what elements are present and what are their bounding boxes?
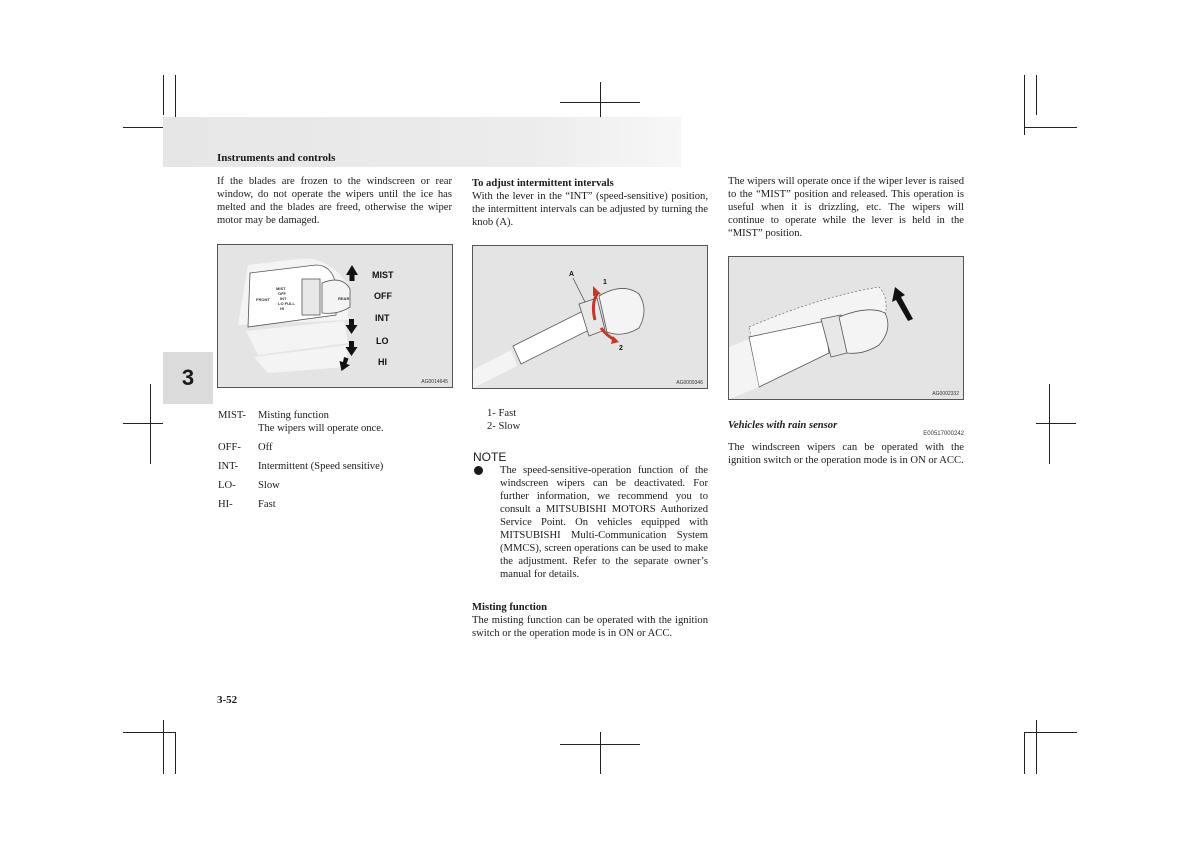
definition-row [218,479,384,492]
definition-row [218,460,384,473]
definition-desc [258,409,384,435]
crop-mark [1036,423,1076,424]
arrow-down-icon [346,319,358,334]
crop-mark [1036,720,1037,774]
stalk-label: REAR [338,296,350,301]
wiper-positions-figure [217,244,453,388]
figure-code: AG0002332 [932,391,959,397]
arrow-down-icon [346,341,358,356]
crop-mark [600,732,601,774]
misting-heading: Misting function [472,602,548,613]
definition-desc: Slow [258,480,280,491]
crop-mark [1049,384,1050,464]
knob-label-a: A [569,271,575,278]
position-label-lo: LO [376,336,389,346]
figure-code: AG0009346 [676,380,703,386]
direction-label-2: 2 [619,345,623,352]
direction-label-1: 1 [603,279,607,286]
reference-code: E00517000242 [923,431,964,437]
callout-line [573,278,585,302]
position-label-off: OFF [374,291,392,301]
position-label-mist: MIST [372,270,394,280]
crop-mark [175,732,176,774]
mist-lever-figure [728,256,964,400]
misting-paragraph: The misting function can be operated with the ignition switch or the operation mode is in ON or ACC. [472,615,708,639]
definition-row [218,409,384,435]
arrowhead-icon [593,286,601,296]
crop-mark [1024,732,1025,774]
chapter-tab: 3 [163,352,213,404]
definition-desc: Intermittent (Speed sensitive) [258,461,384,472]
definition-row [218,498,384,511]
stalk-label: FRONT [256,297,270,302]
figure-code: AG0014645 [421,379,448,385]
crop-mark [1024,127,1077,128]
definition-term: LO- [218,480,236,491]
crop-mark [600,82,601,122]
stalk-label: LO FULL [278,301,295,306]
rain-sensor-heading: Vehicles with rain sensor [728,420,838,431]
crop-mark [163,720,164,774]
definition-term: MIST- [218,410,246,421]
definition-desc: Fast [258,499,276,510]
bullet-icon [474,466,483,475]
mist-paragraph: The wipers will operate once if the wiper lever is raised to the “MIST” position and released. This operation is useful when it is drizzling, etc. The wipers will continue to operate while the lever is held in the “MIST” position. [728,176,964,239]
definition-desc: Off [258,442,273,453]
stalk-label: HI [280,306,284,311]
crop-mark [1024,75,1025,135]
note-paragraph: The speed-sensitive-operation function of the windscreen wipers can be deactivated. For further information, we recommend you to consult a MITSUBISHI MOTORS Authorized Service Point. On vehicles equipped with MITSUBISHI Multi-Communication System (MMCS), screen operations can be used to make the adjustment. Refer to the separate owner’s manual for details. [500,465,708,580]
position-label-int: INT [375,313,390,323]
list-item: 1- Fast [487,408,517,419]
crop-mark [123,732,176,733]
definition-list [218,409,384,517]
definition-desc-line: Misting function [258,410,329,421]
crop-mark [1036,75,1037,115]
position-label-hi: HI [378,357,387,367]
arrow-up-icon [892,287,913,321]
definition-term: OFF- [218,442,241,453]
crop-mark [123,423,163,424]
definition-desc-line: The wipers will operate once. [258,423,384,434]
intermittent-knob-figure [472,245,708,389]
section-title: Instruments and controls [217,152,336,164]
stalk-label: OFF [278,291,286,296]
note-heading: NOTE [473,450,507,464]
intermittent-paragraph: With the lever in the “INT” (speed-sensitive) position, the intermittent intervals can be adjusted by turning the knob (A). [472,191,708,228]
intermittent-heading: To adjust intermittent intervals [472,178,614,189]
arrow-up-icon [346,265,358,281]
crop-mark [1024,732,1077,733]
definition-row [218,441,384,454]
definition-term: HI- [218,499,233,510]
intro-paragraph: If the blades are frozen to the windscreen or rear window, do not operate the wipers until the ice has melted and the blades are freed, otherwise the wiper motor may be damaged. [217,176,452,226]
page-number: 3-52 [217,694,238,706]
list-item: 2- Slow [487,421,521,432]
definition-term: INT- [218,461,239,472]
stalk-label: INT [280,296,287,301]
crop-mark [163,75,164,115]
stalk-label: MIST [276,286,286,291]
rain-sensor-paragraph: The windscreen wipers can be operated with the ignition switch or the operation mode is in ON or ACC. [728,442,964,466]
speed-list [487,407,520,433]
crop-mark [150,384,151,464]
